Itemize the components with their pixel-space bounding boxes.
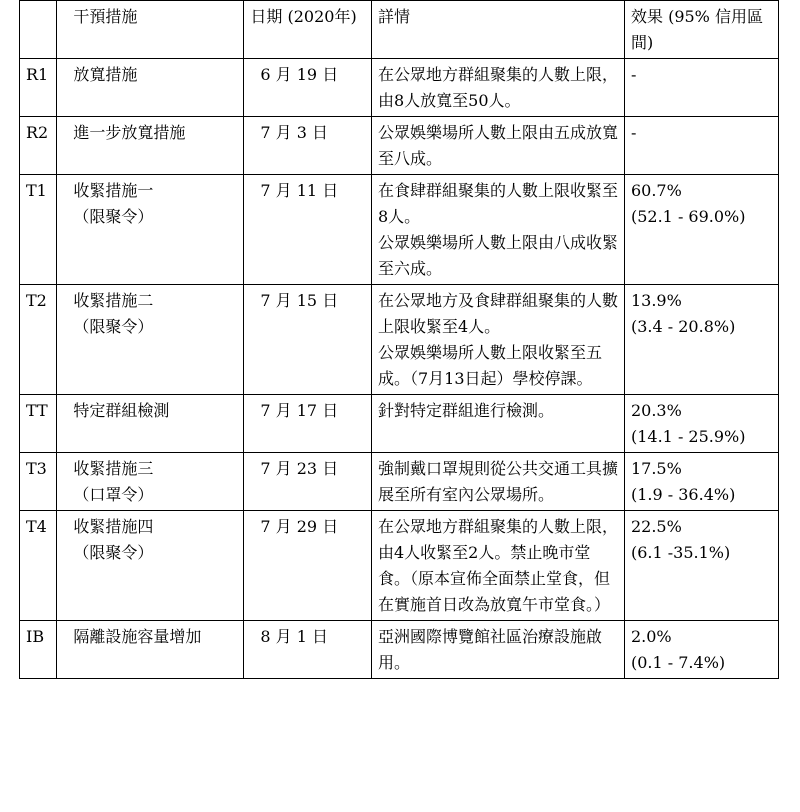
row-date xyxy=(244,117,372,175)
row-details xyxy=(371,621,624,679)
row-details xyxy=(371,175,624,285)
row-date xyxy=(244,395,372,453)
header-measure-text: 干預措施 xyxy=(73,7,138,26)
row-measure xyxy=(57,511,244,621)
table-row xyxy=(20,511,779,621)
header-effect: 效果 (95% 信用區間) xyxy=(624,1,778,59)
row-details xyxy=(371,395,624,453)
row-date xyxy=(244,511,372,621)
row-id: R2 xyxy=(20,117,57,175)
effect-value: - xyxy=(630,65,637,84)
row-measure xyxy=(57,395,244,453)
row-date xyxy=(244,285,372,395)
effect-value: 60.7% xyxy=(630,181,682,200)
date-text: 7 月 17 日 xyxy=(260,401,339,420)
effect-value: 20.3% xyxy=(630,401,682,420)
date-text: 7 月 29 日 xyxy=(260,517,339,536)
measure-subtitle: （限聚令） xyxy=(73,207,154,226)
measure-name: 進一步放寬措施 xyxy=(73,123,186,142)
row-id: T1 xyxy=(20,175,57,285)
measure-subtitle: （限聚令） xyxy=(73,317,154,336)
table-header-row xyxy=(20,1,779,59)
row-details xyxy=(371,59,624,117)
details-paragraph: 在公眾地方群組聚集的人數上限，由8人放寬至50人。 xyxy=(377,65,618,110)
effect-value: 17.5% xyxy=(630,459,682,478)
measure-name: 收緊措施三 xyxy=(73,459,154,478)
row-effect xyxy=(624,175,778,285)
row-measure xyxy=(57,621,244,679)
date-text: 6 月 19 日 xyxy=(260,65,339,84)
header-details: 詳情 xyxy=(371,1,624,59)
effect-value: 22.5% xyxy=(630,517,682,536)
table-body xyxy=(20,59,779,679)
date-text: 7 月 23 日 xyxy=(260,459,339,478)
row-measure xyxy=(57,59,244,117)
details-paragraph: 在公眾地方及食肆群組聚集的人數上限收緊至4人。 xyxy=(377,291,618,336)
table-row xyxy=(20,117,779,175)
table-row xyxy=(20,395,779,453)
row-effect xyxy=(624,453,778,511)
table-row xyxy=(20,621,779,679)
effect-credible-interval: (1.9 - 36.4%) xyxy=(630,485,736,504)
row-details xyxy=(371,511,624,621)
row-id: T3 xyxy=(20,453,57,511)
row-measure xyxy=(57,285,244,395)
effect-credible-interval: (0.1 - 7.4%) xyxy=(630,653,726,672)
measure-name: 隔離設施容量增加 xyxy=(73,627,202,646)
row-effect xyxy=(624,395,778,453)
effect-value: 2.0% xyxy=(630,627,672,646)
table-row xyxy=(20,453,779,511)
interventions-table-container xyxy=(19,0,779,679)
details-paragraph: 公眾娛樂場所人數上限由五成放寬至八成。 xyxy=(377,123,618,168)
row-id: R1 xyxy=(20,59,57,117)
details-paragraph: 亞洲國際博覽館社區治療設施啟用。 xyxy=(377,627,602,672)
measure-name: 收緊措施一 xyxy=(73,181,154,200)
row-measure xyxy=(57,117,244,175)
measure-subtitle: （口罩令） xyxy=(73,485,154,504)
row-date xyxy=(244,621,372,679)
details-paragraph: 在食肆群組聚集的人數上限收緊至8人。 xyxy=(377,181,618,226)
details-paragraph: 針對特定群組進行檢測。 xyxy=(377,401,554,420)
details-paragraph: 在公眾地方群組聚集的人數上限，由4人收緊至2人。禁止晚市堂食。（原本宣佈全面禁止堂食，但在實施首日改為放寬午市堂食。） xyxy=(377,517,618,614)
row-date xyxy=(244,175,372,285)
row-id: TT xyxy=(20,395,57,453)
date-text: 7 月 15 日 xyxy=(260,291,339,310)
row-details xyxy=(371,285,624,395)
header-id xyxy=(20,1,57,59)
row-effect xyxy=(624,285,778,395)
row-date xyxy=(244,453,372,511)
date-text: 7 月 11 日 xyxy=(260,181,339,200)
row-id: T2 xyxy=(20,285,57,395)
effect-credible-interval: (52.1 - 69.0%) xyxy=(630,207,746,226)
date-text: 8 月 1 日 xyxy=(260,627,329,646)
measure-name: 特定群組檢測 xyxy=(73,401,170,420)
row-id: T4 xyxy=(20,511,57,621)
effect-credible-interval: (3.4 - 20.8%) xyxy=(630,317,736,336)
row-measure xyxy=(57,175,244,285)
row-effect xyxy=(624,59,778,117)
header-date: 日期 (2020年) xyxy=(244,1,372,59)
row-date xyxy=(244,59,372,117)
measure-name: 收緊措施四 xyxy=(73,517,154,536)
interventions-table xyxy=(19,0,779,679)
row-effect xyxy=(624,117,778,175)
row-details xyxy=(371,117,624,175)
effect-credible-interval: (6.1 -35.1%) xyxy=(630,543,731,562)
row-measure xyxy=(57,453,244,511)
header-measure xyxy=(57,1,244,59)
row-id: IB xyxy=(20,621,57,679)
measure-subtitle: （限聚令） xyxy=(73,543,154,562)
row-details xyxy=(371,453,624,511)
effect-credible-interval: (14.1 - 25.9%) xyxy=(630,427,746,446)
table-row xyxy=(20,175,779,285)
effect-value: - xyxy=(630,123,637,142)
date-text: 7 月 3 日 xyxy=(260,123,329,142)
details-paragraph: 公眾娛樂場所人數上限收緊至五成。（7月13日起）學校停課。 xyxy=(377,343,602,388)
measure-name: 收緊措施二 xyxy=(73,291,154,310)
effect-value: 13.9% xyxy=(630,291,682,310)
details-paragraph: 公眾娛樂場所人數上限由八成收緊至六成。 xyxy=(377,233,618,278)
row-effect xyxy=(624,511,778,621)
measure-name: 放寬措施 xyxy=(73,65,138,84)
row-effect xyxy=(624,621,778,679)
table-row xyxy=(20,285,779,395)
details-paragraph: 強制戴口罩規則從公共交通工具擴展至所有室內公眾場所。 xyxy=(377,459,618,504)
table-row xyxy=(20,59,779,117)
